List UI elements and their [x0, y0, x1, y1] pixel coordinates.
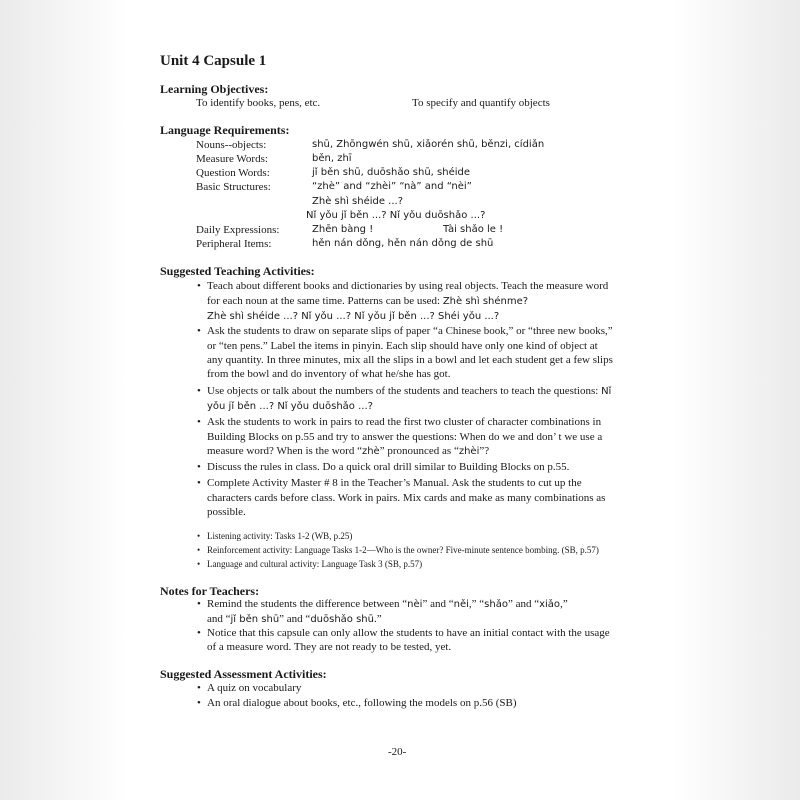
requirement-value: hěn nán dǒng, hěn nán dǒng de shū: [312, 238, 494, 249]
structure-pattern: Nǐ yǒu jǐ běn ...? Nǐ yǒu duōshǎo ...?: [306, 210, 486, 221]
bullet: •: [197, 682, 201, 694]
requirement-value: shū, Zhōngwén shū, xiǎorén shū, běnzi, cídiǎn: [312, 139, 545, 150]
daily-expression: Zhēn bàng !: [312, 224, 374, 235]
list-item-text: An oral dialogue about books, etc., following the models on p.56 (SB): [207, 697, 517, 709]
list-item-text: Reinforcement activity: Language Tasks 1-2—Who is the owner? Five-minute sentence bombing. (SB, p.57): [207, 545, 599, 555]
page-edge-shadow-left: [0, 0, 128, 800]
requirement-value: běn, zhī: [312, 153, 352, 164]
structure-pattern: Zhè shì shéide ...?: [312, 196, 404, 207]
requirement-label: Daily Expressions:: [196, 224, 280, 236]
list-item-text: Ask the students to work in pairs to read the first two cluster of character combinations in: [207, 416, 602, 428]
list-item-text: Teach about different books and dictionaries by using real objects. Teach the measure word: [207, 280, 609, 292]
list-item-text: Language and cultural activity: Language Task 3 (SB, p.57): [207, 559, 423, 569]
language-requirements-heading: Language Requirements:: [160, 123, 290, 137]
objective-item: To specify and quantify objects: [412, 97, 550, 109]
requirement-label: Measure Words:: [196, 153, 268, 165]
list-item-text: yǒu jǐ běn ...? Nǐ yǒu duōshǎo ...?: [207, 401, 373, 412]
requirement-value: “zhè” and “zhèi” “nà” and “nèi”: [312, 181, 472, 192]
bullet: •: [197, 461, 201, 473]
page-edge-shadow-right: [672, 0, 800, 800]
requirement-label: Question Words:: [196, 167, 270, 179]
list-item-text: characters cards before class. Work in pairs. Mix cards and make as many combinations as: [207, 492, 606, 504]
list-item-text: and “jǐ běn shū” and “duōshǎo shū.”: [207, 613, 382, 625]
bullet: •: [197, 598, 201, 610]
bullet: •: [197, 385, 201, 397]
requirement-label: Basic Structures:: [196, 181, 271, 193]
bullet: •: [197, 416, 201, 428]
list-item-text: Discuss the rules in class. Do a quick oral drill similar to Building Blocks on p.55.: [207, 461, 570, 473]
bullet: •: [197, 627, 201, 639]
list-item-text: for each noun at the same time. Patterns can be used: Zhè shì shénme?: [207, 295, 529, 307]
requirement-label: Nouns--objects:: [196, 139, 267, 151]
objective-item: To identify books, pens, etc.: [196, 97, 321, 109]
bullet: •: [197, 280, 201, 292]
bullet: •: [197, 531, 201, 541]
list-item-text: A quiz on vocabulary: [207, 682, 302, 694]
list-item-text: Complete Activity Master # 8 in the Teacher’s Manual. Ask the students to cut up the: [207, 477, 582, 489]
assessment-heading: Suggested Assessment Activities:: [160, 667, 327, 681]
bullet: •: [197, 559, 201, 569]
requirement-value: jǐ běn shū, duōshǎo shū, shéide: [312, 167, 470, 178]
list-item-text: measure word? When is the word “zhè” pronounced as “zhèi”?: [207, 445, 490, 457]
list-item-text: or “ten pens.” Label the items in pinyin. Each slip should have only one kind of object at: [207, 340, 598, 352]
list-item-text: Listening activity: Tasks 1-2 (WB, p.25): [207, 531, 353, 541]
page-number: -20-: [388, 746, 407, 758]
page-title: Unit 4 Capsule 1: [160, 53, 267, 69]
daily-expression: Tài shǎo le !: [443, 224, 504, 235]
list-item-text: Notice that this capsule can only allow the students to have an initial contact with the usage: [207, 627, 610, 639]
bullet: •: [197, 697, 201, 709]
list-item-text: any quantity. In three minutes, mix all the slips in a bowl and let each student get a few slips: [207, 354, 613, 366]
bullet: •: [197, 325, 201, 337]
list-item-text: Use objects or talk about the numbers of the students and teachers to teach the questions: Nǐ: [207, 385, 612, 397]
bullet: •: [197, 477, 201, 489]
notes-heading: Notes for Teachers:: [160, 584, 260, 598]
bullet: •: [197, 545, 201, 555]
learning-objectives-heading: Learning Objectives:: [160, 82, 269, 96]
list-item-text: possible.: [207, 506, 246, 518]
list-item-text: Remind the students the difference between “nèi” and “něi,” “shǎo” and “xiǎo,”: [207, 598, 568, 610]
teaching-activities-heading: Suggested Teaching Activities:: [160, 264, 315, 278]
list-item-text: of a measure word. They are not ready to be tested, yet.: [207, 641, 452, 653]
requirement-label: Peripheral Items:: [196, 238, 272, 250]
list-item-text: Ask the students to draw on separate slips of paper “a Chinese book,” or “three new books,”: [207, 325, 613, 337]
list-item-text: from the bowl and do inventory of what he/she has got.: [207, 368, 451, 380]
list-item-text: Zhè shì shéide ...? Nǐ yǒu ...? Nǐ yǒu jǐ běn ...? Shéi yǒu ...?: [207, 311, 500, 322]
list-item-text: Building Blocks on p.55 and try to answer the questions: When do we and don’ t we use a: [207, 431, 603, 443]
